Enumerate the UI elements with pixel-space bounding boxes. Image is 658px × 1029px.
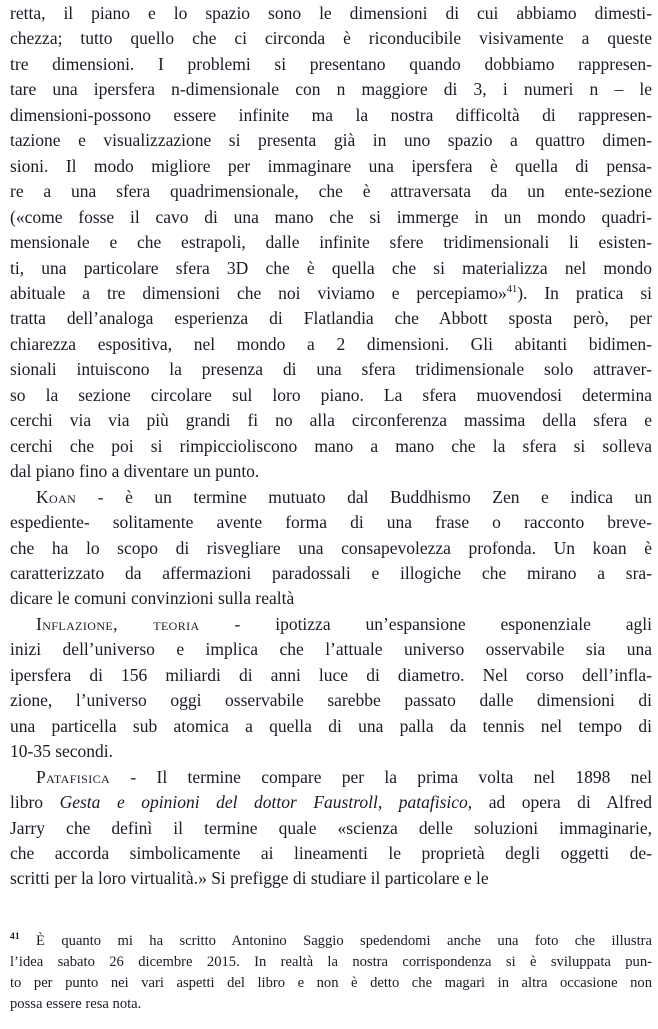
body-text-line — [10, 128, 652, 153]
body-text-line — [10, 688, 652, 713]
text-segment: - Il termine compare per la prima volta nel 1898 nel — [110, 766, 652, 787]
text-segment: chiarezza espositiva, nel mondo a 2 dimensioni. Gli abitanti bidimen- — [10, 333, 652, 354]
text-segment: scritti per la loro virtualità.» Si prefigge di studiare il particolare e le — [10, 868, 489, 889]
text-segment: ti, una particolare sfera 3D che è quella che si materializza nel mondo — [10, 257, 652, 278]
footnote-block — [10, 931, 652, 1015]
text-segment: abituale a tre dimensioni che noi viviamo e percepiamo» — [10, 282, 507, 303]
text-segment: so la sezione circolare sul loro piano. La sfera muovendosi determina — [10, 384, 652, 405]
text-segment: cerchi che poi si rimpiccioliscono mano a mano che la sfera si solleva — [10, 435, 652, 456]
text-segment: una particella sub atomica a quella di una palla da tennis nel tempo di — [10, 715, 652, 736]
text-segment: espediente- solitamente avente forma di una frase o racconto breve- — [10, 512, 652, 533]
text-segment: ipersfera di 156 miliardi di anni luce di diametro. Nel corso dell’infla- — [10, 664, 652, 685]
body-text-line — [10, 408, 652, 433]
body-text-line — [10, 306, 652, 331]
body-text-line — [10, 765, 652, 790]
body-text-line — [10, 637, 652, 662]
body-text-line — [10, 612, 652, 637]
text-segment: chezza; tutto quello che ci circonda è riconducibile visivamente a queste — [10, 28, 652, 49]
body-text-line — [10, 561, 652, 586]
body-text-line — [10, 179, 652, 204]
body-text-line — [10, 205, 652, 230]
text-segment: È quanto mi ha scritto Antonino Saggio spedendomi anche una foto che illustra — [19, 933, 652, 949]
text-segment: 10-35 secondi. — [10, 741, 114, 762]
text-segment: Patafisica — [36, 766, 111, 787]
text-segment: - ipotizza un’espansione esponenziale agli — [199, 613, 652, 634]
text-segment: - è un termine mutuato dal Buddhismo Zen e indica un — [76, 486, 652, 507]
footnote-reference: 41 — [506, 284, 518, 296]
body-text-line — [10, 816, 652, 841]
footnote-reference: 41 — [10, 931, 20, 943]
text-segment: ). In pratica si — [517, 282, 652, 303]
body-text-line — [10, 256, 652, 281]
text-segment: Koan — [36, 486, 77, 507]
footnote-line — [10, 952, 652, 973]
body-text-line — [10, 77, 652, 102]
body-text-line — [10, 536, 652, 561]
body-text-line — [10, 332, 652, 357]
body-text-line — [10, 383, 652, 408]
body-text-line — [10, 790, 652, 815]
body-text-line — [10, 586, 652, 611]
text-segment: tazione e visualizzazione si presenta già in uno spazio a quattro dimen- — [10, 130, 652, 151]
text-segment: sioni. Il modo migliore per immaginare una ipersfera è quella di pensa- — [10, 155, 652, 176]
footnote-line — [10, 973, 652, 994]
body-text-line — [10, 434, 652, 459]
body-text-line — [10, 485, 652, 510]
body-text-line — [10, 357, 652, 382]
text-segment: tre dimensioni. I problemi si presentano quando dobbiamo rappresen- — [10, 53, 652, 74]
body-text-line — [10, 714, 652, 739]
text-segment: retta, il piano e lo spazio sono le dimensioni di cui abbiamo dimesti- — [10, 3, 652, 23]
text-segment: che accorda simbolicamente ai lineamenti le proprietà degli oggetti de- — [10, 842, 652, 863]
text-segment: Inflazione, teoria — [36, 613, 200, 634]
text-segment: Jarry che definì il termine quale «scienza delle soluzioni immaginarie, — [10, 817, 652, 838]
text-segment: caratterizzato da affermazioni paradossali e illogiche che mirano a sra- — [10, 562, 652, 583]
body-text-line — [10, 1, 652, 26]
text-segment: cerchi via via più grandi fi no alla circonferenza massima della sfera e — [10, 410, 652, 431]
text-segment: sionali intuiscono la presenza di una sfera tridimensionale solo attraver- — [10, 359, 652, 380]
body-text-line — [10, 281, 652, 306]
body-text-line — [10, 459, 652, 484]
text-segment: inizi dell’universo e implica che l’attuale universo osservabile sia una — [10, 639, 652, 660]
text-segment: tratta dell’analoga esperienza di Flatlandia che Abbott sposta però, per — [10, 308, 652, 329]
body-text-line — [10, 510, 652, 535]
text-segment: libro — [10, 792, 60, 813]
body-text-line — [10, 154, 652, 179]
text-segment: Gesta e opinioni del dottor Faustroll, patafisico — [59, 792, 468, 813]
text-segment: mensionale e che estrapoli, dalle infinite sfere tridimensionali li esisten- — [10, 232, 652, 253]
body-text-line — [10, 663, 652, 688]
footnote-line — [10, 931, 652, 952]
body-text-line — [10, 26, 652, 51]
text-segment: re a una sfera quadrimensionale, che è attraversata da un ente-sezione — [10, 181, 652, 202]
body-text-line — [10, 739, 652, 764]
text-segment: , ad opera di Alfred — [467, 792, 653, 813]
text-segment: tare una ipersfera n-dimensionale con n maggiore di 3, i numeri n – le — [10, 79, 652, 100]
text-segment: dal piano fino a diventare un punto. — [10, 461, 260, 482]
main-text-block — [10, 1, 652, 892]
body-text-line — [10, 52, 652, 77]
footnote-line — [10, 994, 652, 1015]
text-segment: che ha lo scopo di risvegliare una consapevolezza profonda. Un koan è — [10, 537, 652, 558]
text-segment: («come fosse il cavo di una mano che si immerge in un mondo quadri- — [10, 206, 652, 227]
text-segment: dimensioni-possono essere infinite ma la nostra difficoltà di rappresen- — [10, 104, 652, 125]
text-segment: possa essere resa nota. — [10, 996, 142, 1012]
text-segment: l’idea sabato 26 dicembre 2015. In realtà la nostra corrispondenza si è sviluppata pun- — [10, 954, 652, 970]
text-segment: to per punto nei vari aspetti del libro e non è detto che magari in altra occasione non — [10, 975, 652, 991]
text-segment: dicare le comuni convinzioni sulla realtà — [10, 588, 295, 609]
body-text-line — [10, 866, 652, 891]
body-text-line — [10, 103, 652, 128]
text-segment: zione, l’universo oggi osservabile sarebbe passato dalle dimensioni di — [10, 690, 652, 711]
body-text-line — [10, 230, 652, 255]
body-text-line — [10, 841, 652, 866]
